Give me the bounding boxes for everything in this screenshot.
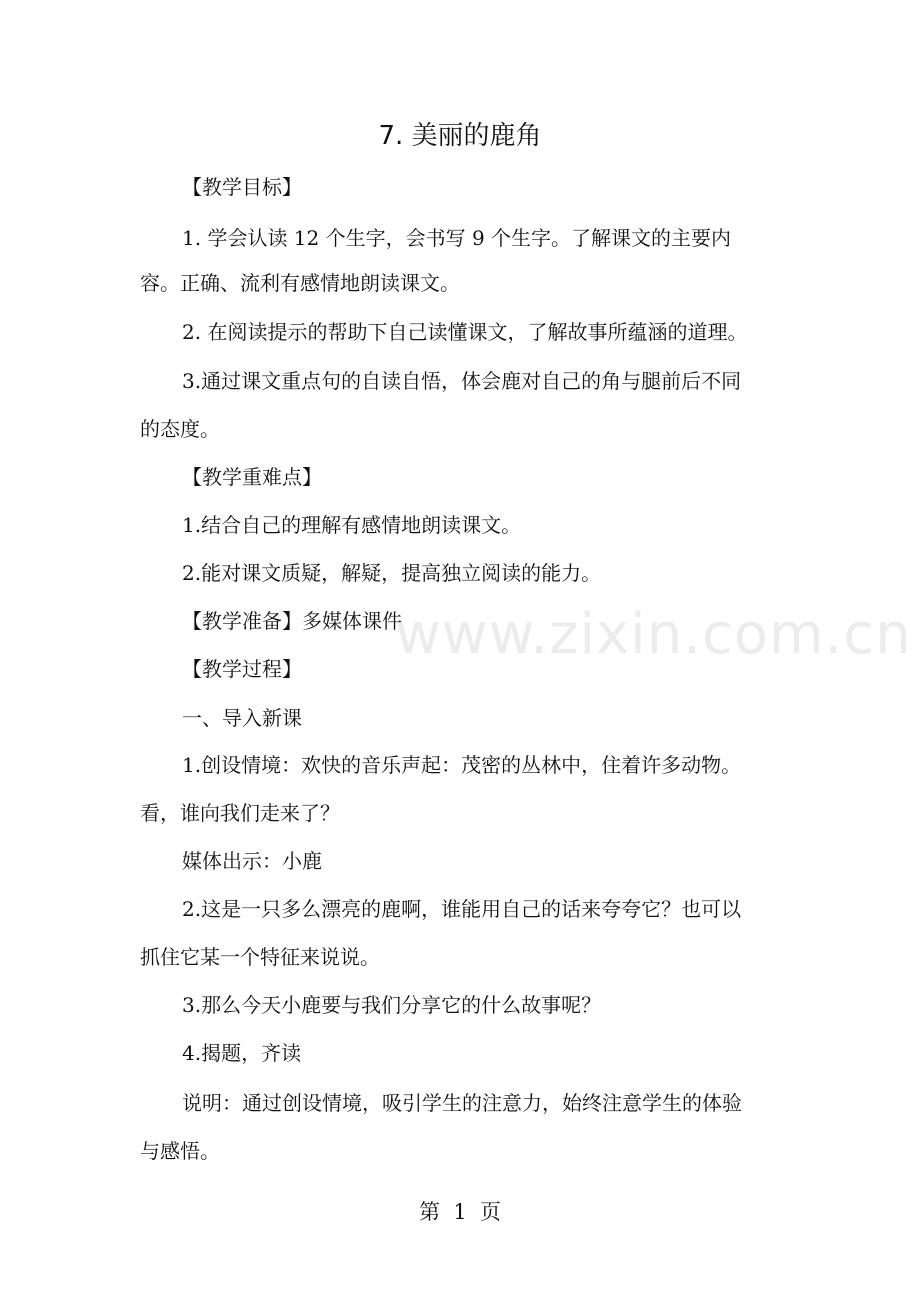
paragraph-line: 2.能对课文质疑，解疑，提高独立阅读的能力。: [182, 561, 602, 585]
paragraph-line: 3.通过课文重点句的自读自悟，体会鹿对自己的角与腿前后不同: [182, 369, 742, 393]
paragraph-line: 媒体出示：小鹿: [182, 849, 322, 873]
document-title: 7. 美丽的鹿角: [378, 121, 542, 151]
paragraph-line: 容。正确、流利有感情地朗读课文。: [140, 271, 460, 295]
paragraph-line: 说明：通过创设情境，吸引学生的注意力，始终注意学生的体验: [182, 1091, 742, 1115]
paragraph-line: 1.创设情境：欢快的音乐声起：茂密的丛林中，住着许多动物。: [182, 753, 742, 777]
section-heading-preparation: 【教学准备】多媒体课件: [182, 609, 402, 633]
section-heading-key-points: 【教学重难点】: [182, 465, 322, 489]
paragraph-line: 1. 学会认读 12 个生字，会书写 9 个生字。了解课文的主要内: [182, 226, 732, 250]
paragraph-line: 看，谁向我们走来了？: [140, 801, 340, 825]
page-number: 第 1 页: [418, 1200, 502, 1224]
paragraph-line: 的态度。: [140, 417, 220, 441]
paragraph-line: 一、导入新课: [182, 706, 302, 730]
paragraph-line: 3.那么今天小鹿要与我们分享它的什么故事呢？: [182, 993, 602, 1017]
paragraph-line: 与感悟。: [140, 1139, 220, 1163]
paragraph-line: 抓住它某一个特征来说说。: [140, 945, 380, 969]
paragraph-line: 2.这是一只多么漂亮的鹿啊，谁能用自己的话来夸夸它？也可以: [182, 897, 742, 921]
section-heading-process: 【教学过程】: [182, 657, 302, 681]
paragraph-line: 1.结合自己的理解有感情地朗读课文。: [182, 513, 522, 537]
watermark: www.zixin.com.cn: [395, 602, 912, 667]
paragraph-line: 2. 在阅读提示的帮助下自己读懂课文，了解故事所蕴涵的道理。: [182, 320, 748, 344]
section-heading-objectives: 【教学目标】: [182, 175, 302, 199]
paragraph-line: 4.揭题，齐读: [182, 1041, 302, 1065]
